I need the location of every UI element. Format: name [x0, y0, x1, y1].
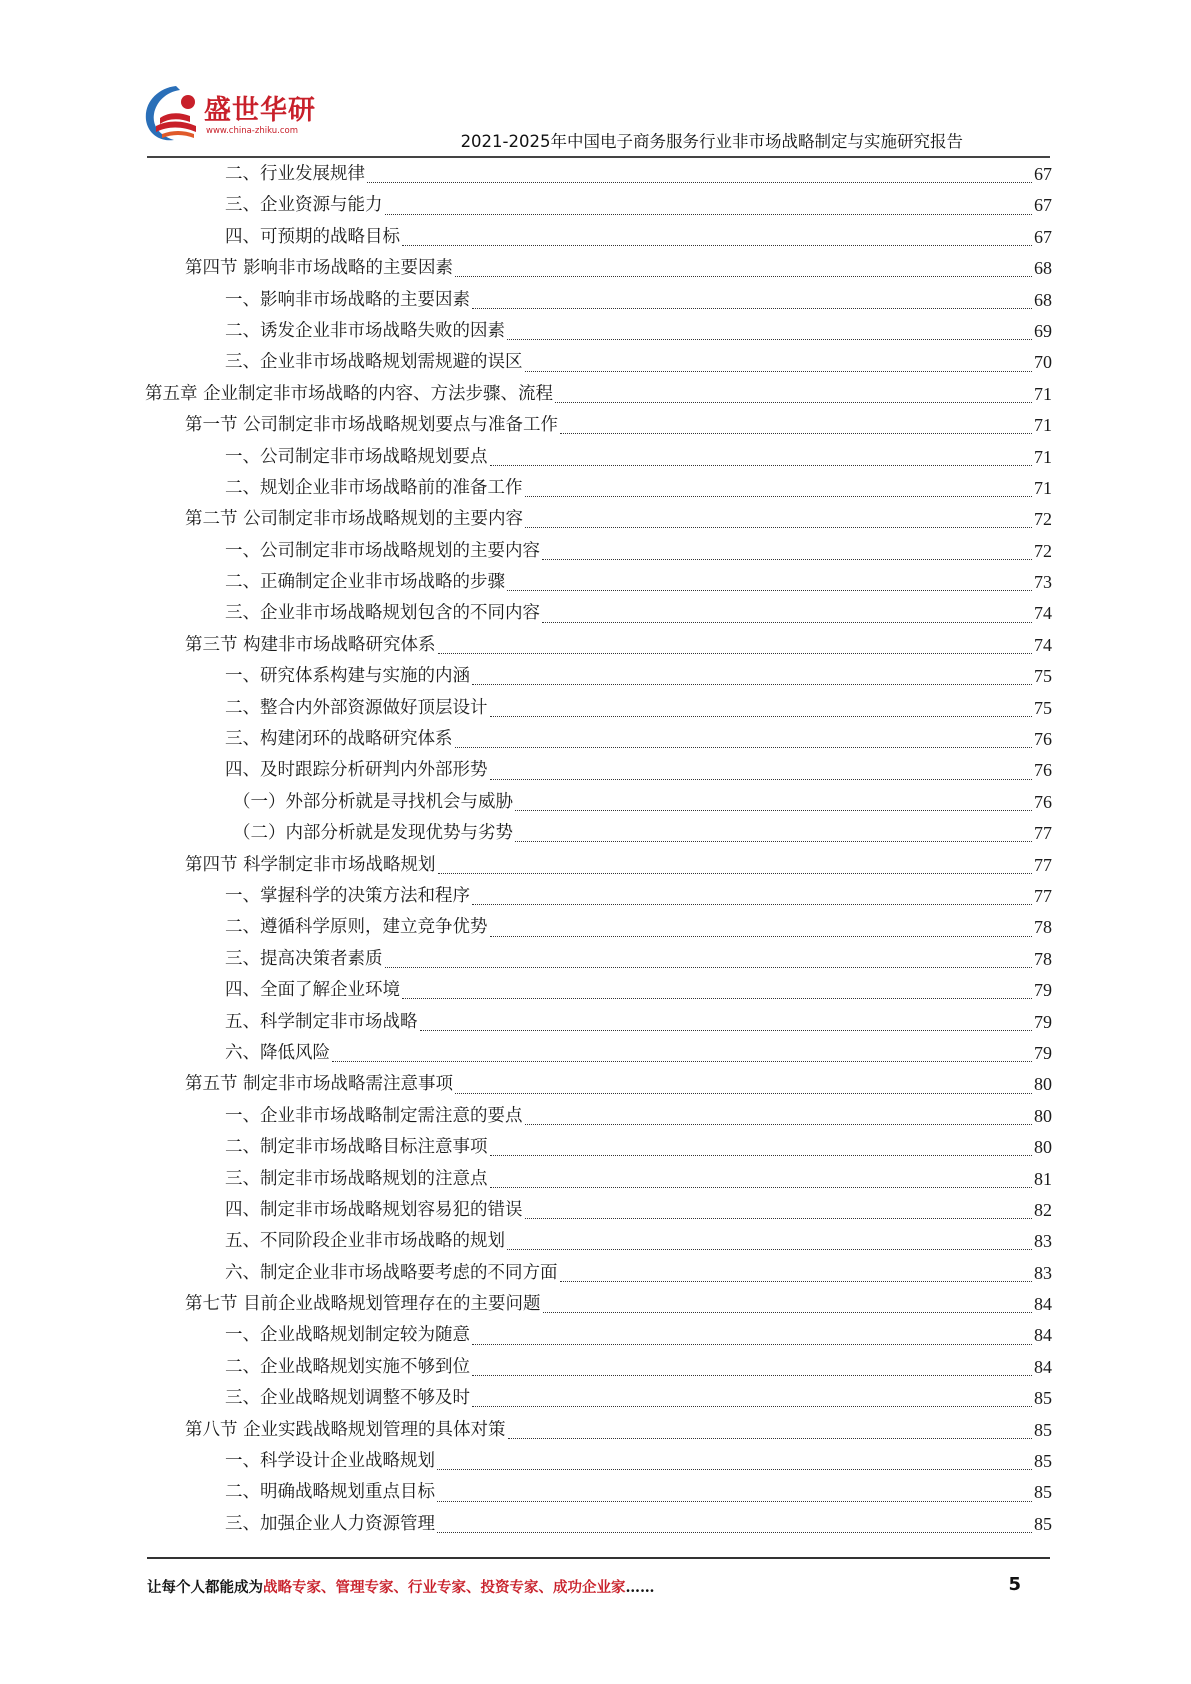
toc-entry[interactable] — [145, 442, 1052, 473]
toc-entry-page: 73 — [1034, 572, 1052, 593]
toc-entry-title: 第三节 构建非市场战略研究体系 — [185, 634, 436, 655]
toc-entry-page: 84 — [1034, 1325, 1052, 1346]
toc-leader-dots — [490, 936, 1033, 937]
toc-entry[interactable] — [145, 630, 1052, 661]
toc-entry[interactable] — [145, 190, 1052, 221]
page-header — [0, 0, 1191, 160]
toc-leader-dots — [508, 1438, 1032, 1439]
toc-leader-dots — [385, 214, 1033, 215]
toc-leader-dots — [525, 1124, 1033, 1125]
toc-leader-dots — [490, 1187, 1033, 1188]
toc-entry-title: 第五章 企业制定非市场战略的内容、方法步骤、流程 — [145, 383, 554, 404]
toc-leader-dots — [385, 967, 1033, 968]
toc-entry[interactable] — [145, 473, 1052, 504]
footer-divider — [147, 1557, 1050, 1559]
toc-entry-title: 第四节 影响非市场战略的主要因素 — [185, 258, 454, 279]
toc-leader-dots — [525, 1218, 1033, 1219]
toc-leader-dots — [543, 1312, 1032, 1313]
toc-entry-page: 71 — [1034, 383, 1052, 404]
toc-entry[interactable] — [145, 975, 1052, 1006]
toc-entry[interactable] — [145, 1509, 1052, 1540]
toc-entry[interactable] — [145, 1415, 1052, 1446]
logo-url: www.china-zhiku.com — [206, 126, 298, 136]
toc-leader-dots — [402, 245, 1032, 246]
toc-entry-page: 80 — [1034, 1137, 1052, 1158]
toc-leader-dots — [437, 1501, 1032, 1502]
toc-leader-dots — [472, 308, 1032, 309]
toc-entry[interactable] — [145, 724, 1052, 755]
toc-leader-dots — [472, 904, 1032, 905]
toc-entry-page: 85 — [1034, 1451, 1052, 1472]
toc-entry-title: 三、企业非市场战略规划包含的不同内容 — [225, 603, 540, 624]
toc-entry-title: 五、不同阶段企业非市场战略的规划 — [225, 1231, 505, 1252]
toc-entry-page: 77 — [1034, 823, 1052, 844]
footer-slogan-highlight: 战略专家、管理专家、行业专家、投资专家、成功企业家 — [263, 1579, 626, 1596]
toc-entry[interactable] — [145, 410, 1052, 441]
toc-leader-dots — [490, 465, 1033, 466]
toc-entry[interactable] — [145, 818, 1052, 849]
toc-entry-page: 84 — [1034, 1356, 1052, 1377]
toc-entry[interactable] — [145, 850, 1052, 881]
toc-entry-title: 四、及时跟踪分析研判内外部形势 — [225, 760, 488, 781]
document-title: 2021-2025年中国电子商务服务行业非市场战略制定与实施研究报告 — [460, 132, 963, 151]
toc-entry-page: 74 — [1034, 603, 1052, 624]
toc-entry-page: 71 — [1034, 477, 1052, 498]
toc-entry[interactable] — [145, 755, 1052, 786]
toc-entry-title: 五、科学制定非市场战略 — [225, 1011, 418, 1032]
toc-entry[interactable] — [145, 598, 1052, 629]
toc-entry[interactable] — [145, 693, 1052, 724]
toc-entry[interactable] — [145, 1352, 1052, 1383]
toc-entry-page: 72 — [1034, 509, 1052, 530]
toc-entry-page: 83 — [1034, 1231, 1052, 1252]
toc-entry-page: 85 — [1034, 1482, 1052, 1503]
toc-entry[interactable] — [145, 1007, 1052, 1038]
toc-leader-dots — [525, 496, 1033, 497]
toc-entry-title: 二、整合内外部资源做好顶层设计 — [225, 697, 488, 718]
toc-entry-title: 第四节 科学制定非市场战略规划 — [185, 854, 436, 875]
toc-leader-dots — [455, 747, 1033, 748]
toc-entry[interactable] — [145, 787, 1052, 818]
toc-entry-title: 二、行业发展规律 — [225, 164, 365, 184]
toc-entry[interactable] — [145, 661, 1052, 692]
toc-entry[interactable] — [145, 159, 1052, 190]
header-divider — [147, 156, 1050, 158]
toc-entry-page: 67 — [1034, 195, 1052, 216]
toc-entry[interactable] — [145, 1132, 1052, 1163]
toc-leader-dots — [507, 590, 1032, 591]
page-number: 5 — [1008, 1574, 1021, 1595]
toc-entry-title: 一、公司制定非市场战略规划要点 — [225, 446, 488, 467]
logo-emblem-icon — [140, 82, 210, 148]
toc-entry-page: 77 — [1034, 854, 1052, 875]
toc-entry-title: （一）外部分析就是寻找机会与威胁 — [233, 791, 513, 812]
toc-entry[interactable] — [145, 944, 1052, 975]
toc-leader-dots — [438, 653, 1032, 654]
toc-entry[interactable] — [145, 881, 1052, 912]
toc-entry[interactable] — [145, 1289, 1052, 1320]
toc-leader-dots — [437, 1532, 1032, 1533]
toc-entry-page: 82 — [1034, 1199, 1052, 1220]
toc-entry[interactable] — [145, 347, 1052, 378]
toc-leader-dots — [472, 1406, 1032, 1407]
table-of-contents — [145, 159, 1052, 1540]
toc-entry-title: 四、全面了解企业环境 — [225, 980, 400, 1001]
toc-entry[interactable] — [145, 1195, 1052, 1226]
toc-entry-title: 三、企业资源与能力 — [225, 195, 383, 216]
toc-entry-title: 第五节 制定非市场战略需注意事项 — [185, 1074, 454, 1095]
toc-entry-page: 78 — [1034, 917, 1052, 938]
toc-leader-dots — [542, 559, 1032, 560]
toc-entry-page: 79 — [1034, 1042, 1052, 1063]
toc-entry-page: 75 — [1034, 697, 1052, 718]
toc-entry-page: 83 — [1034, 1262, 1052, 1283]
toc-entry-title: 第八节 企业实践战略规划管理的具体对策 — [185, 1419, 506, 1440]
toc-leader-dots — [525, 371, 1033, 372]
toc-entry-title: 三、制定非市场战略规划的注意点 — [225, 1168, 488, 1189]
toc-entry-page: 68 — [1034, 289, 1052, 310]
footer-slogan — [147, 1576, 655, 1597]
toc-entry[interactable] — [145, 912, 1052, 943]
toc-entry-title: 第一节 公司制定非市场战略规划要点与准备工作 — [185, 415, 559, 436]
toc-entry-page: 80 — [1034, 1105, 1052, 1126]
toc-leader-dots — [455, 1093, 1032, 1094]
footer-slogan-suffix: …… — [625, 1579, 655, 1596]
toc-entry-title: 二、诱发企业非市场战略失败的因素 — [225, 320, 505, 341]
toc-entry-title: 一、科学设计企业战略规划 — [225, 1451, 435, 1472]
toc-entry-title: 六、制定企业非市场战略要考虑的不同方面 — [225, 1262, 558, 1283]
toc-entry[interactable] — [145, 316, 1052, 347]
toc-entry-title: 六、降低风险 — [225, 1042, 330, 1063]
toc-entry[interactable] — [145, 567, 1052, 598]
toc-entry-page: 70 — [1034, 352, 1052, 373]
toc-leader-dots — [507, 1249, 1032, 1250]
toc-leader-dots — [490, 716, 1033, 717]
toc-entry-title: 二、正确制定企业非市场战略的步骤 — [225, 572, 505, 593]
toc-entry[interactable] — [145, 536, 1052, 567]
toc-leader-dots — [367, 182, 1032, 183]
toc-entry-title: 二、企业战略规划实施不够到位 — [225, 1356, 470, 1377]
toc-leader-dots — [420, 1030, 1033, 1031]
toc-entry-page: 85 — [1034, 1513, 1052, 1534]
toc-entry-page: 68 — [1034, 258, 1052, 279]
toc-entry[interactable] — [145, 285, 1052, 316]
toc-leader-dots — [490, 1155, 1033, 1156]
toc-entry-page: 76 — [1034, 760, 1052, 781]
toc-entry-page: 84 — [1034, 1294, 1052, 1315]
company-logo — [140, 82, 316, 148]
toc-leader-dots — [402, 998, 1032, 999]
toc-leader-dots — [515, 841, 1032, 842]
toc-entry-page: 74 — [1034, 634, 1052, 655]
toc-entry-page: 77 — [1034, 885, 1052, 906]
toc-entry[interactable] — [145, 1477, 1052, 1508]
toc-entry-title: 二、制定非市场战略目标注意事项 — [225, 1137, 488, 1158]
toc-entry[interactable] — [145, 253, 1052, 284]
toc-leader-dots — [560, 433, 1032, 434]
logo-name: 盛世华研 — [204, 95, 316, 126]
toc-leader-dots — [438, 873, 1032, 874]
toc-entry[interactable] — [145, 1446, 1052, 1477]
toc-entry-title: 一、影响非市场战略的主要因素 — [225, 289, 470, 310]
toc-entry-page: 72 — [1034, 540, 1052, 561]
toc-leader-dots — [555, 402, 1032, 403]
toc-entry-page: 81 — [1034, 1168, 1052, 1189]
toc-leader-dots — [455, 276, 1032, 277]
toc-leader-dots — [560, 1281, 1033, 1282]
toc-entry[interactable] — [145, 379, 1052, 410]
toc-entry-title: （二）内部分析就是发现优势与劣势 — [233, 823, 513, 844]
toc-entry-title: 三、加强企业人力资源管理 — [225, 1513, 435, 1534]
toc-entry[interactable] — [145, 222, 1052, 253]
toc-entry-page: 75 — [1034, 666, 1052, 687]
toc-leader-dots — [507, 339, 1032, 340]
toc-entry[interactable] — [145, 1320, 1052, 1351]
toc-leader-dots — [332, 1061, 1032, 1062]
toc-entry[interactable] — [145, 1258, 1052, 1289]
toc-entry-page: 76 — [1034, 791, 1052, 812]
toc-entry-title: 一、公司制定非市场战略规划的主要内容 — [225, 540, 540, 561]
toc-entry-title: 一、企业战略规划制定较为随意 — [225, 1325, 470, 1346]
toc-entry-title: 第二节 公司制定非市场战略规划的主要内容 — [185, 509, 524, 530]
toc-entry-page: 79 — [1034, 1011, 1052, 1032]
toc-entry-title: 三、企业战略规划调整不够及时 — [225, 1388, 470, 1409]
toc-entry[interactable] — [145, 1226, 1052, 1257]
toc-entry-page: 85 — [1034, 1388, 1052, 1409]
toc-entry[interactable] — [145, 1101, 1052, 1132]
toc-entry-page: 76 — [1034, 729, 1052, 750]
toc-leader-dots — [472, 1375, 1032, 1376]
toc-entry-title: 一、掌握科学的决策方法和程序 — [225, 885, 470, 906]
toc-leader-dots — [490, 779, 1033, 780]
toc-entry[interactable] — [145, 1038, 1052, 1069]
footer-slogan-prefix: 让每个人都能成为 — [147, 1579, 263, 1596]
toc-entry-page: 71 — [1034, 415, 1052, 436]
toc-entry[interactable] — [145, 1164, 1052, 1195]
toc-entry-page: 80 — [1034, 1074, 1052, 1095]
toc-entry-title: 一、企业非市场战略制定需注意的要点 — [225, 1105, 523, 1126]
toc-entry[interactable] — [145, 1383, 1052, 1414]
toc-entry-title: 一、研究体系构建与实施的内涵 — [225, 666, 470, 687]
toc-entry-title: 三、企业非市场战略规划需规避的误区 — [225, 352, 523, 373]
toc-entry-title: 三、构建闭环的战略研究体系 — [225, 729, 453, 750]
toc-leader-dots — [525, 527, 1032, 528]
toc-leader-dots — [515, 810, 1032, 811]
toc-entry-title: 二、遵循科学原则，建立竞争优势 — [225, 917, 488, 938]
toc-entry-title: 二、规划企业非市场战略前的准备工作 — [225, 477, 523, 498]
toc-entry-page: 78 — [1034, 948, 1052, 969]
toc-leader-dots — [472, 684, 1032, 685]
toc-leader-dots — [437, 1469, 1032, 1470]
toc-leader-dots — [542, 622, 1032, 623]
toc-entry-title: 第七节 目前企业战略规划管理存在的主要问题 — [185, 1294, 541, 1315]
toc-leader-dots — [472, 1344, 1032, 1345]
toc-entry-page: 67 — [1034, 226, 1052, 247]
toc-entry[interactable] — [145, 1069, 1052, 1100]
toc-entry-page: 79 — [1034, 980, 1052, 1001]
toc-entry-page: 85 — [1034, 1419, 1052, 1440]
toc-entry-title: 四、制定非市场战略规划容易犯的错误 — [225, 1199, 523, 1220]
toc-entry-page: 71 — [1034, 446, 1052, 467]
toc-entry[interactable] — [145, 504, 1052, 535]
toc-entry-title: 二、明确战略规划重点目标 — [225, 1482, 435, 1503]
toc-entry-title: 四、可预期的战略目标 — [225, 226, 400, 247]
toc-entry-title: 三、提高决策者素质 — [225, 948, 383, 969]
toc-entry-page: 69 — [1034, 320, 1052, 341]
toc-entry-page: 67 — [1034, 164, 1052, 184]
